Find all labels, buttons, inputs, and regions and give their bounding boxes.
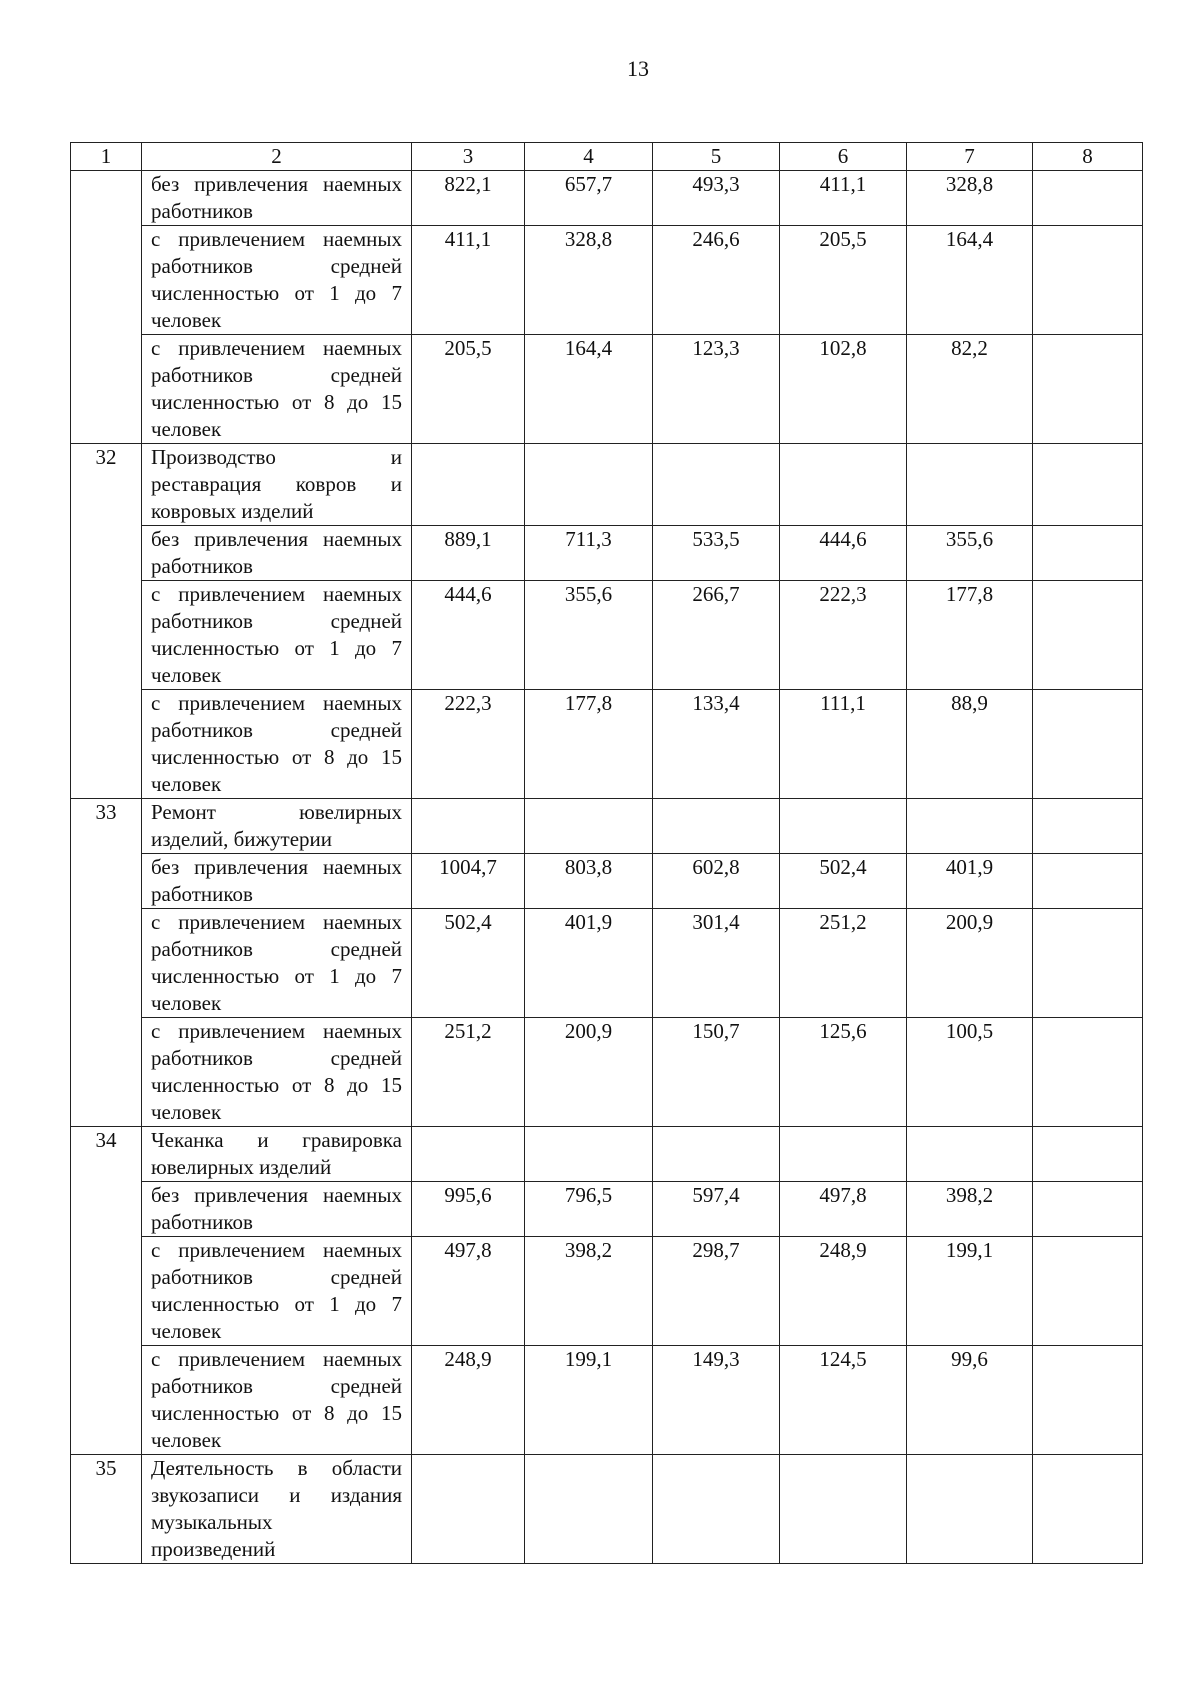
empty-cell	[780, 444, 907, 526]
table-row	[71, 1237, 1143, 1346]
value-cell	[1033, 335, 1143, 444]
group-title-row	[71, 444, 1143, 526]
value-cell: 602,8	[653, 854, 780, 909]
value-cell: 533,5	[653, 526, 780, 581]
value-cell: 355,6	[525, 581, 653, 690]
empty-cell	[1033, 799, 1143, 854]
value-cell	[1033, 1237, 1143, 1346]
row-label: с привлечением наемных работников средней численностью от 1 до 7 человек	[142, 226, 412, 335]
row-label: без привлечения наемных работников	[142, 1182, 412, 1237]
value-cell: 248,9	[412, 1346, 525, 1455]
table-row	[71, 909, 1143, 1018]
empty-cell	[412, 799, 525, 854]
empty-cell	[780, 799, 907, 854]
value-cell	[1033, 1018, 1143, 1127]
row-label: с привлечением наемных работников средней численностью от 8 до 15 человек	[142, 1018, 412, 1127]
value-cell: 411,1	[780, 171, 907, 226]
value-cell: 199,1	[907, 1237, 1033, 1346]
value-cell: 164,4	[907, 226, 1033, 335]
table-row	[71, 526, 1143, 581]
group-title-row	[71, 1127, 1143, 1182]
value-cell: 355,6	[907, 526, 1033, 581]
item-number: 34	[71, 1127, 142, 1455]
value-cell: 199,1	[525, 1346, 653, 1455]
value-cell: 803,8	[525, 854, 653, 909]
empty-cell	[412, 444, 525, 526]
value-cell: 328,8	[525, 226, 653, 335]
row-label: с привлечением наемных работников средней численностью от 8 до 15 человек	[142, 690, 412, 799]
value-cell	[1033, 581, 1143, 690]
header-cell: 6	[780, 143, 907, 171]
value-cell: 123,3	[653, 335, 780, 444]
table-row	[71, 1182, 1143, 1237]
value-cell: 444,6	[412, 581, 525, 690]
value-cell	[1033, 1346, 1143, 1455]
value-cell: 150,7	[653, 1018, 780, 1127]
value-cell: 597,4	[653, 1182, 780, 1237]
empty-cell	[907, 1455, 1033, 1564]
value-cell: 205,5	[412, 335, 525, 444]
value-cell: 99,6	[907, 1346, 1033, 1455]
empty-cell	[907, 444, 1033, 526]
item-number: 32	[71, 444, 142, 799]
value-cell: 822,1	[412, 171, 525, 226]
header-cell: 4	[525, 143, 653, 171]
value-cell: 251,2	[780, 909, 907, 1018]
empty-cell	[907, 799, 1033, 854]
row-label: с привлечением наемных работников средней численностью от 8 до 15 человек	[142, 1346, 412, 1455]
empty-cell	[1033, 1127, 1143, 1182]
header-cell: 8	[1033, 143, 1143, 171]
page-number: 13	[627, 56, 649, 81]
empty-cell	[1033, 1455, 1143, 1564]
value-cell: 711,3	[525, 526, 653, 581]
value-cell: 164,4	[525, 335, 653, 444]
value-cell: 100,5	[907, 1018, 1033, 1127]
value-cell: 502,4	[412, 909, 525, 1018]
value-cell: 995,6	[412, 1182, 525, 1237]
value-cell: 301,4	[653, 909, 780, 1018]
empty-cell	[653, 799, 780, 854]
value-cell	[1033, 171, 1143, 226]
group-title-row	[71, 1455, 1143, 1564]
group-title-row	[71, 799, 1143, 854]
header-cell: 5	[653, 143, 780, 171]
value-cell: 102,8	[780, 335, 907, 444]
value-cell	[1033, 526, 1143, 581]
value-cell: 248,9	[780, 1237, 907, 1346]
value-cell: 1004,7	[412, 854, 525, 909]
value-cell: 796,5	[525, 1182, 653, 1237]
value-cell: 251,2	[412, 1018, 525, 1127]
item-number	[71, 171, 142, 444]
item-title: Деятельность в области звукозаписи и издания музыкальных произведений	[142, 1455, 412, 1564]
value-cell: 222,3	[412, 690, 525, 799]
value-cell: 328,8	[907, 171, 1033, 226]
item-number: 33	[71, 799, 142, 1127]
empty-cell	[412, 1127, 525, 1182]
value-cell: 266,7	[653, 581, 780, 690]
value-cell: 149,3	[653, 1346, 780, 1455]
value-cell: 133,4	[653, 690, 780, 799]
item-number: 35	[71, 1455, 142, 1564]
item-title: Чеканка и гравировка ювелирных изделий	[142, 1127, 412, 1182]
table-row	[71, 1018, 1143, 1127]
header-row	[71, 143, 1143, 171]
value-cell: 497,8	[412, 1237, 525, 1346]
row-label: с привлечением наемных работников средней численностью от 1 до 7 человек	[142, 909, 412, 1018]
value-cell	[1033, 854, 1143, 909]
table-row	[71, 171, 1143, 226]
empty-cell	[653, 1455, 780, 1564]
value-cell: 398,2	[525, 1237, 653, 1346]
row-label: с привлечением наемных работников средней численностью от 1 до 7 человек	[142, 581, 412, 690]
empty-cell	[653, 444, 780, 526]
header-cell: 3	[412, 143, 525, 171]
value-cell: 111,1	[780, 690, 907, 799]
empty-cell	[907, 1127, 1033, 1182]
row-label: с привлечением наемных работников средней численностью от 8 до 15 человек	[142, 335, 412, 444]
value-cell	[1033, 909, 1143, 1018]
value-cell: 177,8	[907, 581, 1033, 690]
value-cell: 398,2	[907, 1182, 1033, 1237]
header-cell: 2	[142, 143, 412, 171]
empty-cell	[653, 1127, 780, 1182]
row-label: с привлечением наемных работников средней численностью от 1 до 7 человек	[142, 1237, 412, 1346]
value-cell: 125,6	[780, 1018, 907, 1127]
table-row	[71, 854, 1143, 909]
value-cell: 82,2	[907, 335, 1033, 444]
value-cell: 411,1	[412, 226, 525, 335]
value-cell: 401,9	[525, 909, 653, 1018]
empty-cell	[780, 1455, 907, 1564]
value-cell: 200,9	[525, 1018, 653, 1127]
empty-cell	[412, 1455, 525, 1564]
value-cell: 246,6	[653, 226, 780, 335]
table-row	[71, 1346, 1143, 1455]
value-cell	[1033, 690, 1143, 799]
value-cell: 200,9	[907, 909, 1033, 1018]
value-cell: 222,3	[780, 581, 907, 690]
empty-cell	[525, 799, 653, 854]
item-title: Производство и реставрация ковров и ковровых изделий	[142, 444, 412, 526]
table-row	[71, 335, 1143, 444]
table-row	[71, 226, 1143, 335]
table-row	[71, 690, 1143, 799]
value-cell: 444,6	[780, 526, 907, 581]
value-cell: 124,5	[780, 1346, 907, 1455]
value-cell: 502,4	[780, 854, 907, 909]
empty-cell	[525, 1455, 653, 1564]
value-cell: 657,7	[525, 171, 653, 226]
empty-cell	[525, 1127, 653, 1182]
value-cell: 88,9	[907, 690, 1033, 799]
value-cell: 298,7	[653, 1237, 780, 1346]
row-label: без привлечения наемных работников	[142, 171, 412, 226]
value-cell: 205,5	[780, 226, 907, 335]
empty-cell	[525, 444, 653, 526]
tariff-table	[70, 142, 1143, 1564]
value-cell: 497,8	[780, 1182, 907, 1237]
row-label: без привлечения наемных работников	[142, 526, 412, 581]
row-label: без привлечения наемных работников	[142, 854, 412, 909]
empty-cell	[780, 1127, 907, 1182]
item-title: Ремонт ювелирных изделий, бижутерии	[142, 799, 412, 854]
value-cell: 401,9	[907, 854, 1033, 909]
table-row	[71, 581, 1143, 690]
header-cell: 7	[907, 143, 1033, 171]
header-cell: 1	[71, 143, 142, 171]
value-cell: 177,8	[525, 690, 653, 799]
value-cell: 493,3	[653, 171, 780, 226]
empty-cell	[1033, 444, 1143, 526]
value-cell	[1033, 226, 1143, 335]
value-cell: 889,1	[412, 526, 525, 581]
value-cell	[1033, 1182, 1143, 1237]
